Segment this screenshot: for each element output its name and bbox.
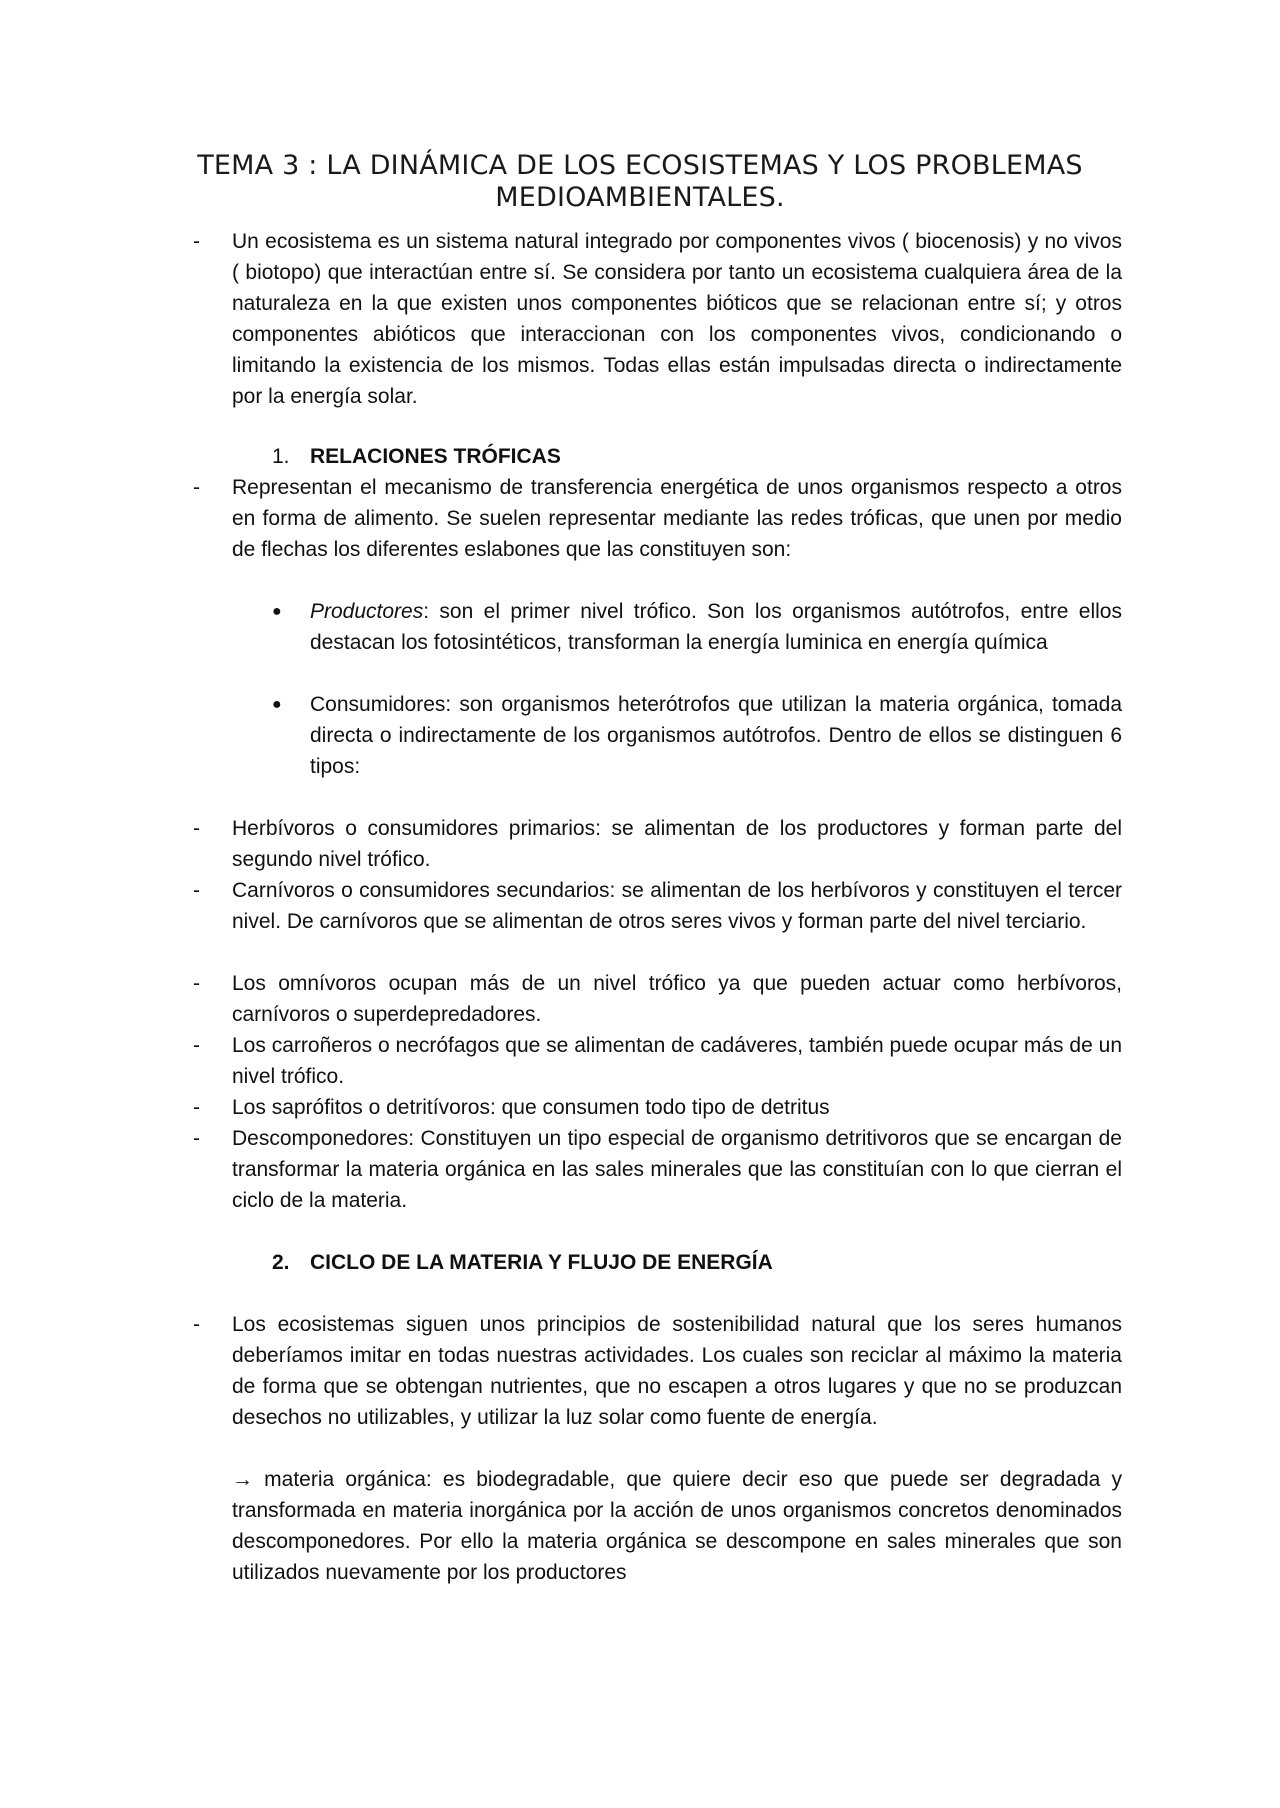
dash-marker: -: [193, 817, 200, 840]
dash-marker: -: [193, 476, 200, 499]
dash-marker: -: [193, 1034, 200, 1057]
section1-number: 1.: [272, 445, 290, 468]
list-item: Los omnívoros ocupan más de un nivel trófico ya que pueden actuar como herbívoros, carnívoros o superdepredadores.: [232, 972, 1122, 1026]
bullet-productores: [310, 596, 1122, 658]
intro-paragraph: Un ecosistema es un sistema natural integrado por componentes vivos ( biocenosis) y no vivos ( biotopo) que interactúan entre sí. Se considera por tanto un ecosistema cualquiera área de la naturaleza en la que existen unos componentes bióticos que se relacionan entre sí; y otros componentes abióticos que interaccionan con los componentes vivos, condicionando o limitando la existencia de los mismos. Todas ellas están impulsadas directa o indirectamente por la energía solar.: [232, 230, 1122, 408]
section2-paragraph: Los ecosistemas siguen unos principios de sostenibilidad natural que los seres humanos deberíamos imitar en todas nuestras actividades. Los cuales son reciclar al máximo la materia de forma que se obtengan nutrientes, que no escapen a otros lugares y que no se produzcan desechos no utilizables, y utilizar la luz solar como fuente de energía.: [232, 1313, 1122, 1429]
productores-term: Productores: [310, 600, 424, 623]
section2-number: 2.: [272, 1251, 290, 1274]
dash-marker: -: [193, 1313, 200, 1336]
section1-paragraph: Representan el mecanismo de transferencia energética de unos organismos respecto a otros en forma de alimento. Se suelen representar mediante las redes tróficas, que unen por medio de flechas los diferentes eslabones que las constituyen son:: [232, 476, 1122, 561]
section2-heading: CICLO DE LA MATERIA Y FLUJO DE ENERGÍA: [310, 1251, 773, 1274]
dash-marker: -: [193, 1096, 200, 1119]
bullet-consumidores: Consumidores: son organismos heterótrofos que utilizan la materia orgánica, tomada directa o indirectamente de los organismos autótrofos. Dentro de ellos se distinguen 6 tipos:: [310, 693, 1122, 778]
document-title: TEMA 3 : LA DINÁMICA DE LOS ECOSISTEMAS Y LOS PROBLEMAS MEDIOAMBIENTALES.: [197, 150, 1083, 213]
bullet-marker: ●: [272, 603, 282, 620]
dash-marker: -: [193, 1127, 200, 1150]
dash-marker: -: [193, 879, 200, 902]
section2-arrow-paragraph: → materia orgánica: es biodegradable, que quiere decir eso que puede ser degradada y transformada en materia inorgánica por la acción de unos organismos concretos denominados descomponedores. Por ello la materia orgánica se descompone en sales minerales que son utilizados nuevamente por los productores: [232, 1468, 1122, 1584]
list-item: Carnívoros o consumidores secundarios: se alimentan de los herbívoros y constituyen el tercer nivel. De carnívoros que se alimentan de otros seres vivos y forman parte del nivel terciario.: [232, 879, 1122, 933]
list-item: Descomponedores: Constituyen un tipo especial de organismo detritivoros que se encargan de transformar la materia orgánica en las sales minerales que las constituían con lo que cierran el ciclo de la materia.: [232, 1127, 1122, 1212]
section1-heading: RELACIONES TRÓFICAS: [310, 445, 561, 468]
list-item: Herbívoros o consumidores primarios: se alimentan de los productores y forman parte del segundo nivel trófico.: [232, 817, 1122, 871]
list-item: Los saprófitos o detritívoros: que consumen todo tipo de detritus: [232, 1096, 830, 1119]
productores-text: : son el primer nivel trófico. Son los organismos autótrofos, entre ellos destacan los fotosintéticos, transforman la energía luminica en energía química: [310, 600, 1122, 654]
dash-marker: -: [193, 230, 200, 253]
list-item: Los carroñeros o necrófagos que se alimentan de cadáveres, también puede ocupar más de un nivel trófico.: [232, 1034, 1122, 1088]
bullet-marker: ●: [272, 696, 282, 713]
dash-marker: -: [193, 972, 200, 995]
